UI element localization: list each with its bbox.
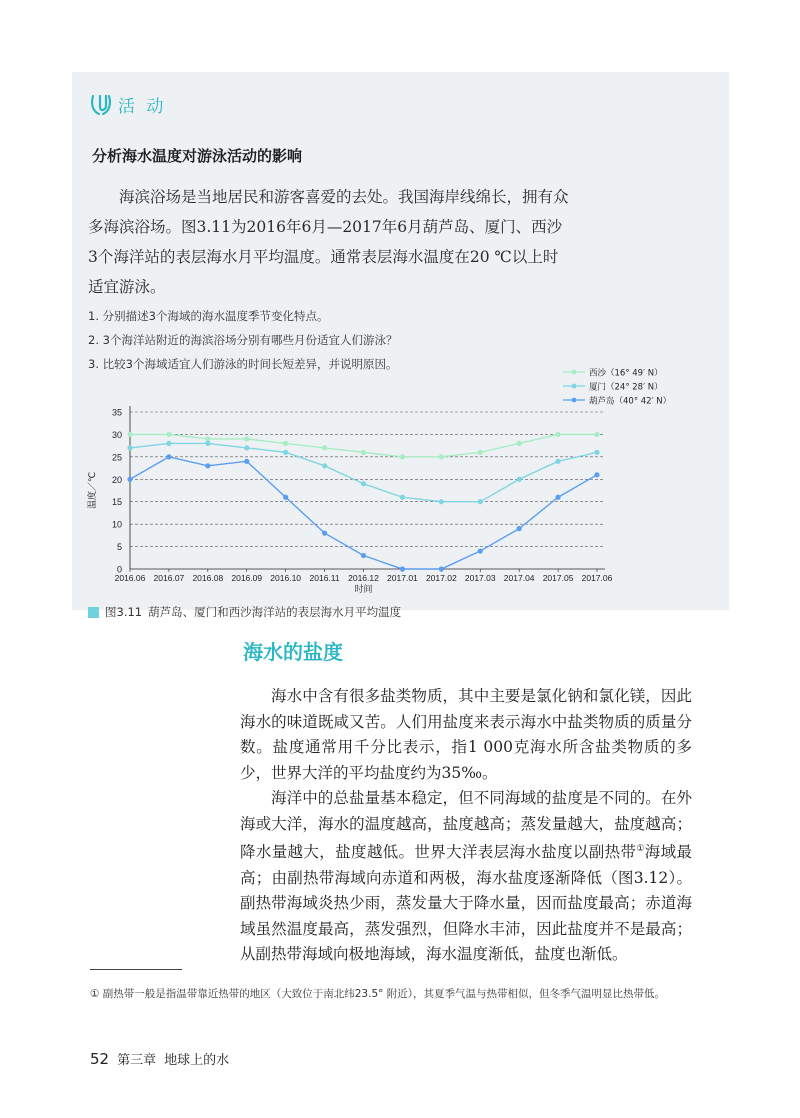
x-tick-label: 2016.08 <box>192 573 224 583</box>
data-point-0 <box>555 432 560 437</box>
y-tick-label: 15 <box>111 497 122 508</box>
x-tick-label: 2017.06 <box>581 573 613 583</box>
data-point-1 <box>439 499 444 504</box>
footnote-ref[interactable]: ① <box>636 844 645 854</box>
data-point-1 <box>283 450 288 455</box>
y-tick-label: 5 <box>116 542 122 553</box>
data-point-1 <box>555 459 560 464</box>
data-point-0 <box>439 454 444 459</box>
legend-label-2: 葫芦岛（40° 42′ N） <box>589 396 672 407</box>
activity-paragraph: 海滨浴场是当地居民和游客喜爱的去处。我国海岸线绵长，拥有众多海滨浴场。图3.11为2016年6月—2017年6月葫芦岛、厦门、西沙3个海洋站的表层海水月平均温度。通常表层海水温度在20 ℃以上时适宜游泳。 <box>88 188 569 296</box>
data-point-2 <box>361 553 366 558</box>
data-point-0 <box>361 450 366 455</box>
x-tick-label: 2017.01 <box>387 573 418 583</box>
series-line-2 <box>130 457 597 569</box>
data-point-2 <box>244 459 249 464</box>
page-number: 52 <box>90 1050 110 1068</box>
data-point-0 <box>517 441 522 446</box>
activity-label: 活 动 <box>118 97 167 117</box>
activity-icon <box>90 93 112 117</box>
x-tick-label: 2017.05 <box>542 573 574 583</box>
data-point-2 <box>127 477 132 482</box>
x-tick-label: 2017.02 <box>425 573 457 583</box>
data-point-0 <box>244 436 249 441</box>
y-tick-label: 20 <box>111 474 122 485</box>
figure-marker-icon <box>88 607 99 618</box>
x-axis-label: 时间 <box>354 585 373 595</box>
section-title: 海水的盐度 <box>243 640 343 664</box>
data-point-1 <box>400 495 405 500</box>
x-tick-label: 2016.06 <box>114 573 146 583</box>
footnote-divider <box>90 969 182 970</box>
x-tick-label: 2017.03 <box>464 573 496 583</box>
body-paragraph-2-part-b: 海域最高；由副热带海域向赤道和两极，海水盐度逐渐降低（图3.12）。副热带海域炎热少雨，蒸发量大于降水量，因而盐度最高；赤道海域虽然温度最高，蒸发强烈，但降水丰沛，因此盐度并不是最高；从副热带海域向极地海域，海水温度渐低，盐度也渐低。 <box>240 843 692 964</box>
data-point-0 <box>127 432 132 437</box>
legend-marker-2 <box>572 398 577 403</box>
figure-caption-text: 葫芦岛、厦门和西沙海洋站的表层海水月平均温度 <box>148 605 402 619</box>
legend-marker-1 <box>572 384 577 389</box>
legend-marker-0 <box>572 370 577 375</box>
data-point-0 <box>166 432 171 437</box>
data-point-1 <box>205 441 210 446</box>
question-1: 1. 分别描述3个海域的海水温度季节变化特点。 <box>88 309 329 323</box>
y-tick-label: 10 <box>111 519 122 530</box>
data-point-1 <box>478 499 483 504</box>
figure-caption <box>88 604 401 620</box>
data-point-1 <box>361 481 366 486</box>
legend-label-1: 厦门（24° 28′ N） <box>589 382 663 393</box>
data-point-1 <box>166 441 171 446</box>
data-point-2 <box>166 454 171 459</box>
data-point-2 <box>400 566 405 571</box>
chapter-number: 第三章 <box>117 1053 157 1068</box>
y-tick-label: 30 <box>111 429 122 440</box>
y-tick-label: 0 <box>116 564 122 575</box>
data-point-2 <box>594 472 599 477</box>
activity-header <box>90 92 166 117</box>
activity-heading: 分析海水温度对游泳活动的影响 <box>92 147 303 165</box>
x-tick-label: 2016.09 <box>231 573 263 583</box>
chapter-title: 地球上的水 <box>164 1053 230 1068</box>
data-point-0 <box>283 441 288 446</box>
question-3: 3. 比较3个海域适宜人们游泳的时间长短差异，并说明原因。 <box>88 357 398 371</box>
body-paragraph-2 <box>240 786 692 968</box>
data-point-0 <box>400 454 405 459</box>
page-footer <box>90 1049 229 1068</box>
data-point-2 <box>555 495 560 500</box>
data-point-2 <box>439 566 444 571</box>
x-tick-label: 2016.10 <box>270 573 302 583</box>
data-point-1 <box>594 450 599 455</box>
data-point-2 <box>322 531 327 536</box>
legend-label-0: 西沙（16° 49′ N） <box>589 368 663 379</box>
data-point-2 <box>283 495 288 500</box>
data-point-1 <box>322 463 327 468</box>
question-2: 2. 3个海洋站附近的海滨浴场分别有哪些月份适宜人们游泳？ <box>88 333 398 347</box>
data-point-1 <box>244 445 249 450</box>
y-axis-label: 温度／℃ <box>88 471 98 510</box>
figure-label: 图3.11 <box>105 605 143 619</box>
data-point-2 <box>517 526 522 531</box>
data-point-1 <box>127 445 132 450</box>
y-tick-label: 25 <box>111 452 122 463</box>
x-tick-label: 2016.12 <box>348 573 379 583</box>
data-point-0 <box>205 436 210 441</box>
data-point-2 <box>478 548 483 553</box>
data-point-2 <box>205 463 210 468</box>
y-tick-label: 35 <box>111 407 122 418</box>
x-tick-label: 2016.07 <box>153 573 185 583</box>
data-point-0 <box>478 450 483 455</box>
footnote: ① 副热带一般是指温带靠近热带的地区（大致位于南北纬23.5° 附近），其夏季气温与热带相似，但冬季气温明显比热带低。 <box>90 988 665 1000</box>
data-point-0 <box>594 432 599 437</box>
body-paragraph-1: 海水中含有很多盐类物质，其中主要是氯化钠和氯化镁，因此海水的味道既咸又苦。人们用盐度来表示海水中盐类物质的质量分数。盐度通常用千分比表示，指1 000克海水所含盐类物质的多少，世界大洋的平均盐度约为35‰。 <box>240 687 692 782</box>
temperature-line-chart <box>85 362 672 600</box>
x-tick-label: 2016.11 <box>309 573 340 583</box>
data-point-0 <box>322 445 327 450</box>
data-point-1 <box>517 477 522 482</box>
x-tick-label: 2017.04 <box>503 573 535 583</box>
body-paragraph-2-part-a: 海洋中的总盐量基本稳定，但不同海域的盐度是不同的。在外海或大洋，海水的温度越高，盐度越高；蒸发量越大，盐度越高；降水量越大，盐度越低。世界大洋表层海水盐度以副热带 <box>240 789 692 862</box>
